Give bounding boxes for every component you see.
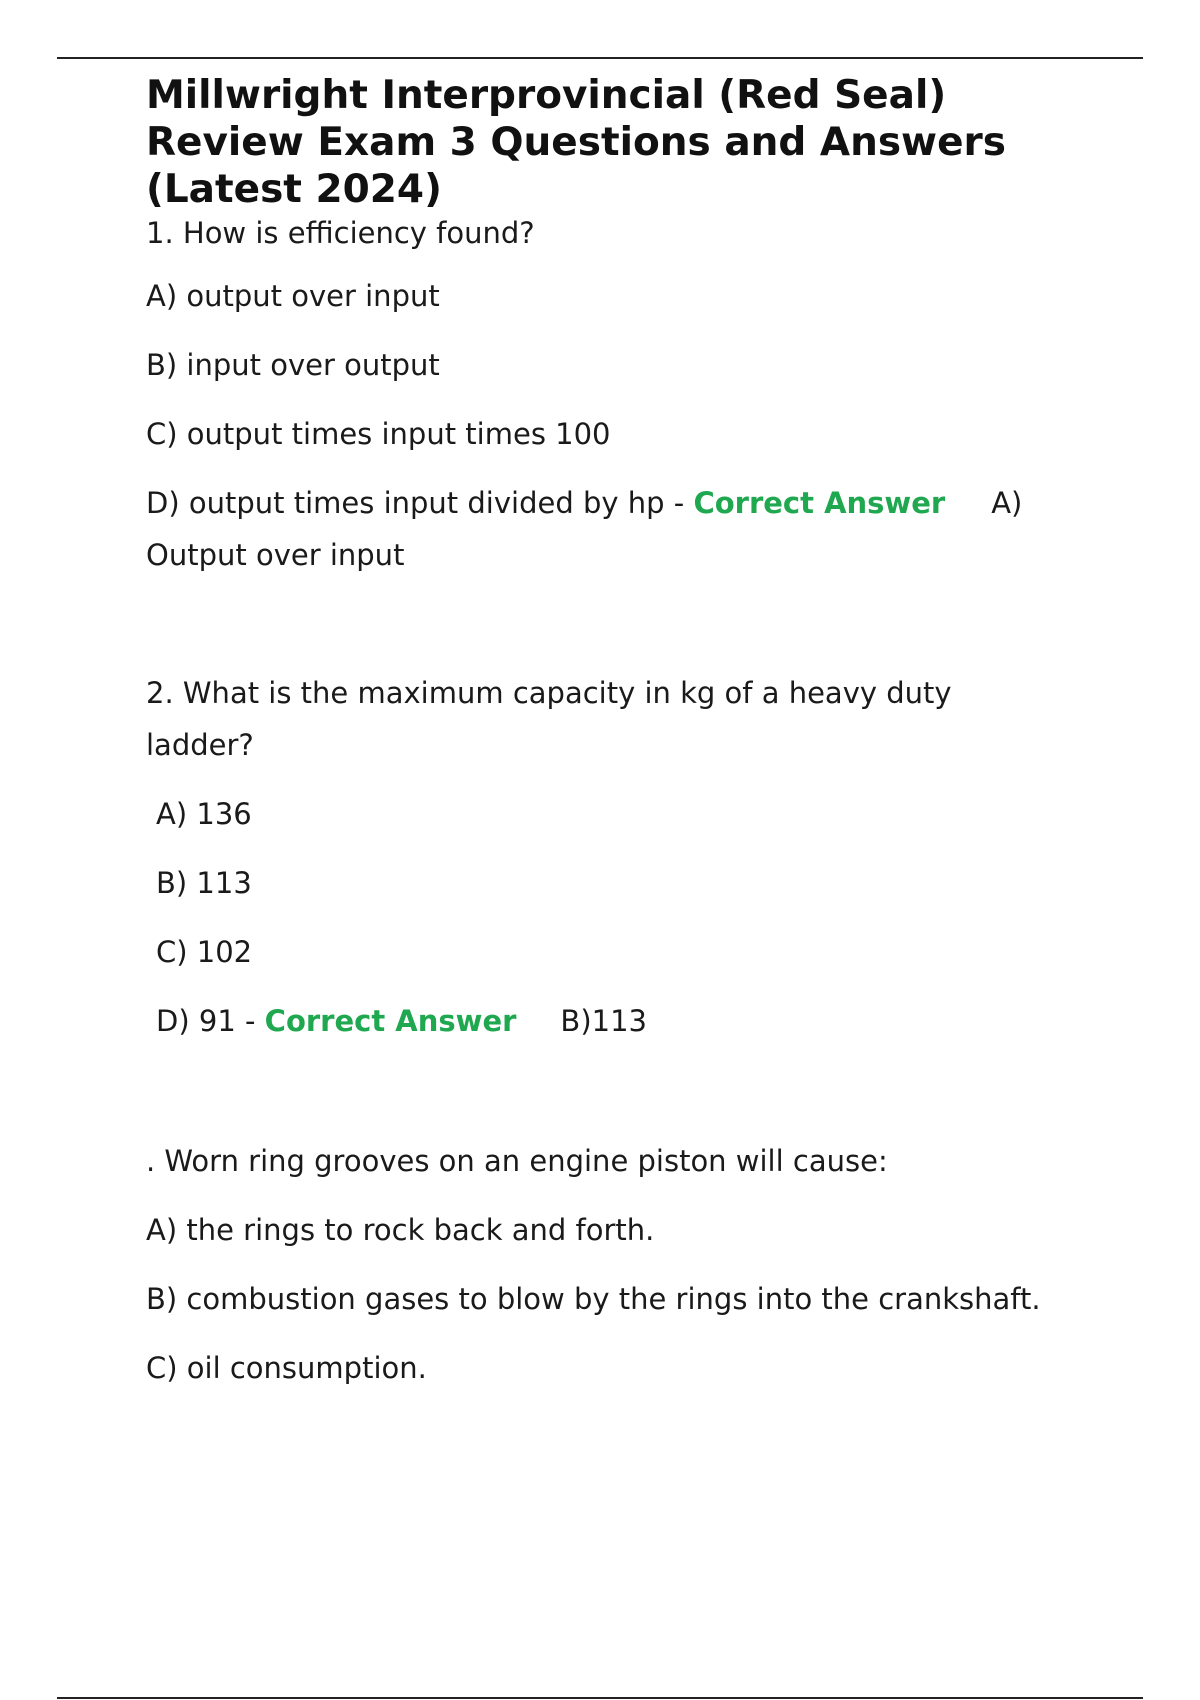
- q2-option-b: B) 113: [156, 866, 252, 900]
- title-line-3: (Latest 2024): [146, 167, 442, 212]
- q2-option-c: C) 102: [156, 935, 253, 969]
- document-title: [146, 72, 1106, 213]
- q1-option-c: C) output times input times 100: [146, 417, 611, 451]
- q1-option-d-with-answer: [146, 477, 1106, 581]
- q2-option-d-with-answer: [146, 995, 1106, 1047]
- title-line-2: Review Exam 3 Questions and Answers: [146, 120, 1006, 165]
- question-1-block: [146, 213, 1106, 581]
- top-rule: [57, 57, 1143, 59]
- q3-option-b: B) combustion gases to blow by the rings into the crankshaft.: [146, 1282, 1041, 1316]
- question-1-text: 1. How is efficiency found?: [146, 216, 535, 250]
- question-2-text: [146, 667, 1106, 771]
- q1-option-d: D) output times input divided by hp -: [146, 486, 685, 520]
- q2-correct-answer-label: Correct Answer: [264, 1004, 517, 1038]
- q3-option-c: C) oil consumption.: [146, 1351, 427, 1385]
- q2-option-a: A) 136: [156, 797, 252, 831]
- q2-question-line-1: 2. What is the maximum capacity in kg of a heavy duty: [146, 676, 952, 710]
- q2-option-d: D) 91 -: [156, 1004, 256, 1038]
- q1-answer-part2: Output over input: [146, 538, 405, 572]
- q3-option-a: A) the rings to rock back and forth.: [146, 1213, 655, 1247]
- question-3-text: . Worn ring grooves on an engine piston will cause:: [146, 1144, 888, 1178]
- question-3-block: [146, 1135, 1106, 1394]
- q2-answer: B)113: [560, 1004, 647, 1038]
- q1-option-a: A) output over input: [146, 279, 440, 313]
- q1-correct-answer-label: Correct Answer: [693, 486, 946, 520]
- q2-question-line-2: ladder?: [146, 728, 254, 762]
- q1-answer-part1: A): [991, 486, 1023, 520]
- question-2-block: [146, 667, 1106, 1047]
- title-line-1: Millwright Interprovincial (Red Seal): [146, 73, 947, 118]
- q1-option-b: B) input over output: [146, 348, 440, 382]
- bottom-rule: [57, 1697, 1143, 1699]
- document-body: [146, 72, 1106, 1394]
